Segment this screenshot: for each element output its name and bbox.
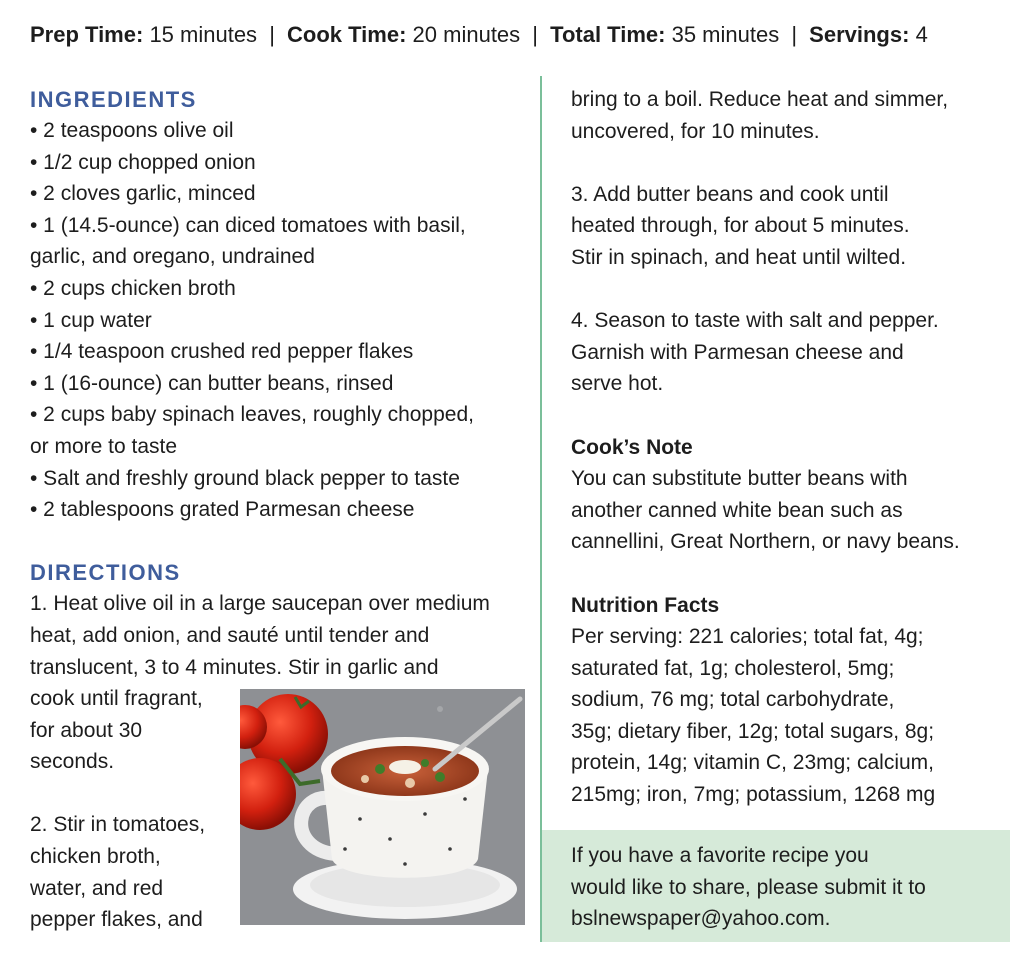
servings-value: 4 [915, 22, 928, 47]
directions-heading: DIRECTIONS [30, 560, 181, 586]
cooks-note-line: You can substitute butter beans with [571, 467, 908, 491]
direction-line: Garnish with Parmesan cheese and [571, 340, 904, 364]
direction-line: chicken broth, [30, 845, 161, 869]
ingredient-line: • 1 (14.5-ounce) can diced tomatoes with basil, [30, 213, 466, 237]
direction-line: heat, add onion, and sauté until tender and [30, 623, 430, 647]
nutrition-line: 35g; dietary fiber, 12g; total sugars, 8g; [571, 719, 935, 743]
direction-line: heated through, for about 5 minutes. [571, 214, 910, 238]
ingredient-line: • 2 cups baby spinach leaves, roughly chopped, [30, 403, 474, 427]
direction-line: seconds. [30, 750, 115, 774]
ingredient-line: or more to taste [30, 434, 178, 458]
direction-line: Stir in spinach, and heat until wilted. [571, 245, 907, 269]
nutrition-line: 215mg; iron, 7mg; potassium, 1268 mg [571, 783, 936, 807]
direction-line: translucent, 3 to 4 minutes. Stir in garlic and [30, 655, 439, 679]
ingredients-list [30, 115, 530, 526]
submit-recipe-box [542, 830, 1010, 942]
direction-line: for about 30 [30, 718, 143, 742]
cook-time-label: Cook Time: [287, 22, 407, 47]
prep-time-label: Prep Time: [30, 22, 144, 47]
directions-text-right [571, 84, 1001, 400]
submit-line: If you have a favorite recipe you [571, 844, 869, 867]
prep-time-value: 15 minutes [149, 22, 258, 47]
separator: | [269, 22, 275, 47]
total-time-value: 35 minutes [671, 22, 780, 47]
ingredient-line: • 2 cups chicken broth [30, 276, 236, 300]
ingredient-line: • 2 cloves garlic, minced [30, 182, 256, 206]
ingredient-line: • 2 teaspoons olive oil [30, 119, 234, 142]
cooks-note-line: cannellini, Great Northern, or navy beans. [571, 530, 960, 554]
cook-time-value: 20 minutes [412, 22, 521, 47]
ingredient-line: • 1/4 teaspoon crushed red pepper flakes [30, 340, 414, 364]
ingredient-line: • 1/2 cup chopped onion [30, 150, 256, 174]
servings-label: Servings: [809, 22, 910, 47]
submit-line: would like to share, please submit it to [571, 875, 926, 899]
nutrition-line: Per serving: 221 calories; total fat, 4g; [571, 625, 924, 649]
right-column [571, 84, 1001, 811]
separator: | [791, 22, 798, 47]
direction-line: 4. Season to taste with salt and pepper. [571, 309, 939, 333]
nutrition-line: protein, 14g; vitamin C, 23mg; calcium, [571, 751, 934, 775]
cooks-note-line: another canned white bean such as [571, 498, 903, 522]
ingredient-line: • 2 tablespoons grated Parmesan cheese [30, 498, 415, 522]
direction-line: 1. Heat olive oil in a large saucepan over medium [30, 592, 490, 616]
direction-line: 2. Stir in tomatoes, [30, 813, 206, 837]
cooks-note-heading: Cook’s Note [571, 435, 693, 459]
direction-line: water, and red [30, 876, 164, 900]
soup-photo [240, 689, 525, 925]
column-divider [540, 76, 542, 942]
direction-line: pepper flakes, and [30, 908, 203, 932]
separator: | [532, 22, 539, 47]
direction-line: serve hot. [571, 372, 664, 396]
direction-line: bring to a boil. Reduce heat and simmer, [571, 88, 949, 111]
direction-line: 3. Add butter beans and cook until [571, 182, 889, 206]
ingredient-line: • Salt and freshly ground black pepper to taste [30, 466, 460, 490]
direction-line: cook until fragrant, [30, 687, 203, 711]
total-time-label: Total Time: [550, 22, 666, 47]
direction-line: uncovered, for 10 minutes. [571, 119, 820, 143]
ingredient-line: • 1 cup water [30, 308, 152, 332]
ingredients-heading: INGREDIENTS [30, 87, 197, 112]
soup-bowl-illustration [240, 689, 525, 925]
ingredient-line: garlic, and oregano, undrained [30, 245, 315, 269]
nutrition-line: saturated fat, 1g; cholesterol, 5mg; [571, 656, 895, 680]
ingredient-line: • 1 (16-ounce) can butter beans, rinsed [30, 371, 394, 395]
nutrition-heading: Nutrition Facts [571, 593, 720, 617]
nutrition-line: sodium, 76 mg; total carbohydrate, [571, 688, 895, 712]
submit-email: bslnewspaper@yahoo.com. [571, 907, 831, 931]
recipe-time-bar [30, 19, 1020, 51]
